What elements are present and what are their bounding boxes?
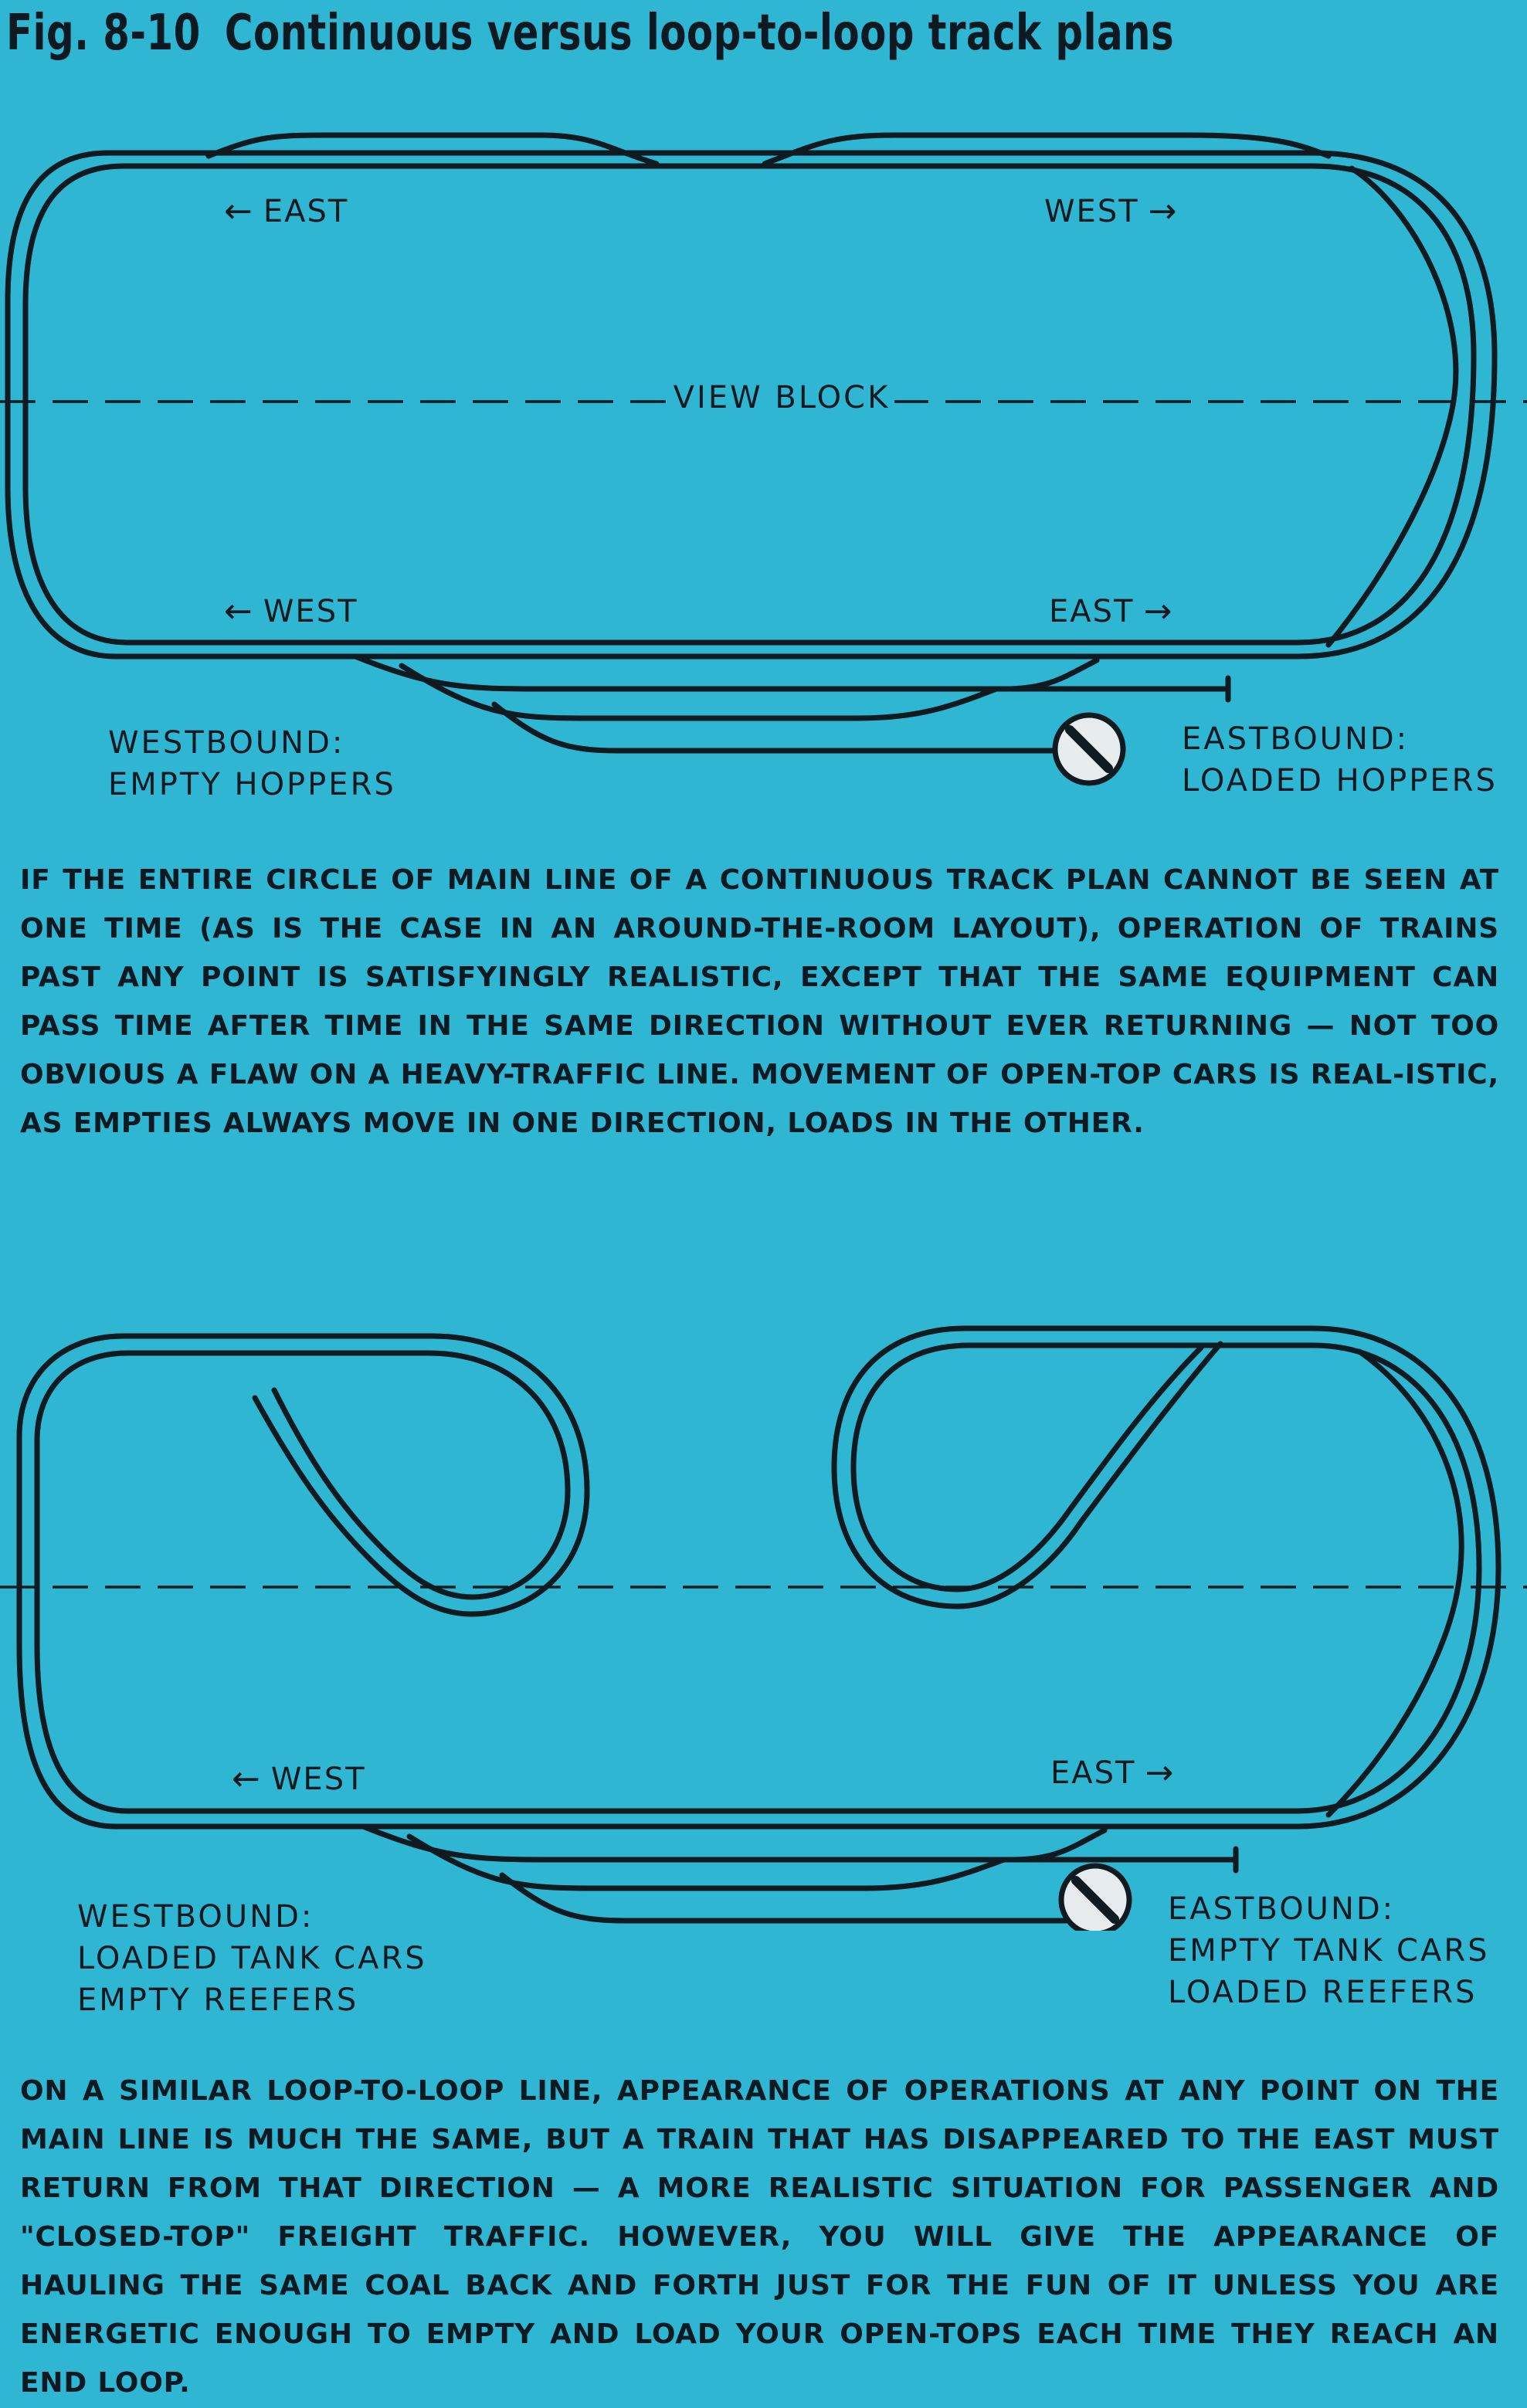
yard-track-1 <box>363 1826 1105 1860</box>
westbound-cargo-1: LOADED TANK CARS <box>77 1941 427 1976</box>
loop-to-loop-plan-description: ON A SIMILAR LOOP-TO-LOOP LINE, APPEARANCE OF OPERATIONS AT ANY POINT ON THE MAIN LINE IS MUCH THE SAME, BUT A TRAIN THAT HAS DISAPPEARED TO THE EAST MUST RETURN FROM THAT DIRECTION — A MORE REALISTIC SITUATION FOR PASSENGER AND "CLOSED-TOP" FREIGHT TRAFFIC. HOWEVER, YOU WILL GIVE THE APPEARANCE OF HAULING THE SAME COAL BACK AND FORTH JUST FOR THE FUN OF IT UNLESS YOU ARE ENERGETIC ENOUGH TO EMPTY AND LOAD YOUR OPEN-TOPS EACH TIME THEY REACH AN END LOOP. <box>20 2075 1499 2399</box>
westbound-cargo: EMPTY HOPPERS <box>108 767 396 802</box>
yard-lead-stub <box>1004 678 1228 700</box>
view-block-label: VIEW BLOCK <box>673 380 891 415</box>
direction-label: EAST <box>263 193 349 229</box>
continuous-plan-description: IF THE ENTIRE CIRCLE OF MAIN LINE OF A CONTINUOUS TRACK PLAN CANNOT BE SEEN AT ONE TIME (AS IS THE CASE IN AN AROUND-THE-ROOM LAYOUT), OPERATION OF TRAINS PAST ANY POINT IS SATISFYINGLY REALISTIC, EXCEPT THAT THE SAME EQUIPMENT CAN PASS TIME AFTER TIME IN THE SAME DIRECTION WITHOUT EVER RETURNING — NOT TOO OBVIOUS A FLAW ON A HEAVY-TRAFFIC LINE. MOVEMENT OF OPEN-TOP CARS IS REAL-ISTIC, AS EMPTIES ALWAYS MOVE IN ONE DIRECTION, LOADS IN THE OTHER. <box>20 864 1499 1139</box>
direction-label: WEST <box>270 1761 366 1797</box>
mine-symbol-icon <box>1055 715 1123 783</box>
upper-left-direction <box>224 192 348 231</box>
passing-siding-top-left <box>209 135 657 164</box>
lower-right-direction <box>1049 592 1173 631</box>
lower-right-direction-loop <box>1050 1753 1175 1792</box>
yard-track-2 <box>402 666 996 718</box>
mine-symbol-icon <box>1061 1866 1129 1931</box>
passing-siding-top-right <box>765 135 1328 164</box>
figure-title <box>6 5 1174 62</box>
arrow-right-icon: → <box>1145 1753 1176 1792</box>
westbound-label-continuous <box>108 722 396 805</box>
figure-caption: Continuous versus loop-to-loop track plans <box>224 5 1175 62</box>
westbound-cargo-2: EMPTY REEFERS <box>77 1982 359 2018</box>
eastbound-cargo-2: LOADED REEFERS <box>1168 1975 1478 2010</box>
eastbound-label-continuous <box>1182 718 1498 802</box>
yard-track-1 <box>355 656 1097 689</box>
right-reversing-loop-outer <box>834 1328 1498 1826</box>
westbound-label-loop <box>77 1896 427 2021</box>
figure-number: Fig. 8-10 <box>6 5 201 62</box>
arrow-right-icon: → <box>1148 192 1179 231</box>
arrow-right-icon: → <box>1143 592 1174 631</box>
yard-track-3 <box>502 1875 1066 1921</box>
left-reversing-loop-outer <box>19 1336 587 1826</box>
arrow-left-icon: ← <box>224 192 254 231</box>
eastbound-heading: EASTBOUND: <box>1182 721 1410 757</box>
direction-label: EAST <box>1049 593 1135 629</box>
left-reversing-loop-inner <box>37 1353 568 1811</box>
eastbound-cargo-1: EMPTY TANK CARS <box>1168 1933 1490 1969</box>
eastbound-label-loop <box>1168 1888 1490 2013</box>
arrow-left-icon: ← <box>224 592 254 631</box>
right-loop-crossover <box>1328 1352 1461 1815</box>
eastbound-heading: EASTBOUND: <box>1168 1891 1396 1927</box>
eastbound-cargo: LOADED HOPPERS <box>1182 763 1498 799</box>
right-crossover-track <box>1328 168 1456 645</box>
lower-left-direction-loop <box>232 1759 366 1799</box>
lower-left-direction <box>224 592 358 631</box>
westbound-heading: WESTBOUND: <box>77 1899 314 1935</box>
yard-track-3 <box>494 704 1058 751</box>
westbound-heading: WESTBOUND: <box>108 725 345 761</box>
upper-right-direction <box>1044 192 1179 231</box>
direction-label: EAST <box>1050 1755 1136 1791</box>
direction-label: WEST <box>263 593 358 629</box>
yard-lead-stub <box>1012 1849 1236 1870</box>
right-reversing-loop-inner <box>853 1345 1479 1811</box>
loop-to-loop-track-plan-diagram <box>0 1313 1527 1931</box>
arrow-left-icon: ← <box>232 1759 262 1799</box>
direction-label: WEST <box>1044 193 1139 229</box>
